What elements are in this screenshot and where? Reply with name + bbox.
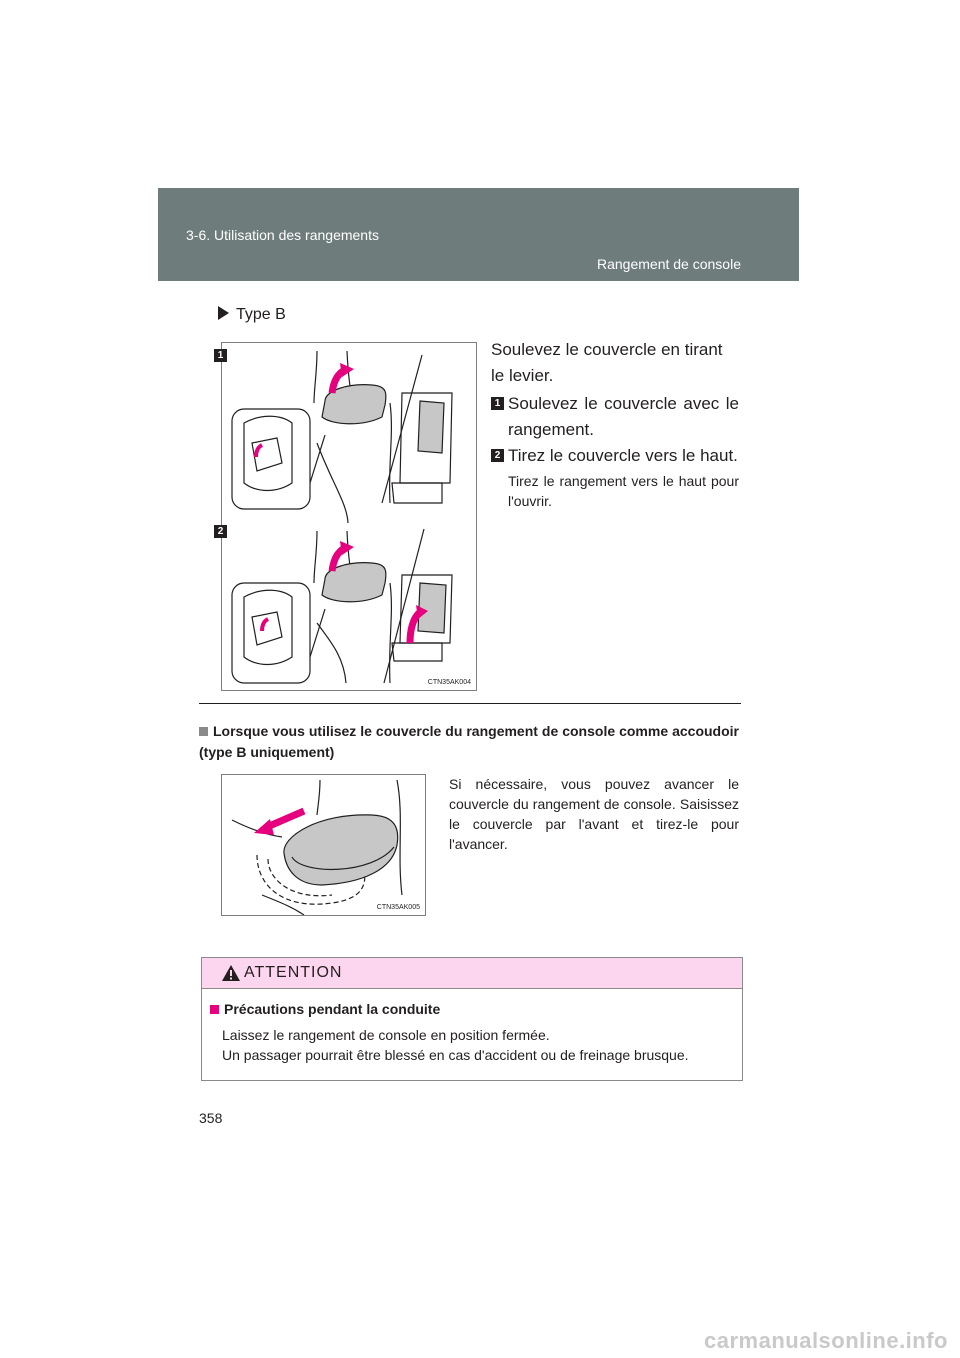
illustration-open-lid [217,342,477,691]
step-badge-1: 1 [491,397,504,410]
armrest-text: Si nécessaire, vous pouvez avancer le couvercle du rangement de console. Saisissez le couvercle par l'avant et tirez-le pour l'avancer. [449,776,739,852]
section-divider [199,703,741,704]
warning-triangle-icon [221,964,241,982]
warning-text [222,1025,742,1065]
warning-title: ATTENTION [244,964,343,981]
step-2-text: Tirez le couvercle vers le haut. [508,446,738,465]
watermark: carmanualsonline.info [704,1328,948,1353]
figure-code-2: CTN35AK005 [376,904,420,911]
subsection-title: Rangement de console [597,256,741,272]
figure-code-1: CTN35AK004 [427,679,471,686]
intro-text: Soulevez le couvercle en tirant le levier. [491,340,723,385]
illustration-armrest [221,774,426,916]
step-badge-2: 2 [491,449,504,462]
armrest-heading-text: Lorsque vous utilisez le couvercle du rangement de console comme accoudoir (type B uniquement) [199,723,739,760]
warning-line-1: Laissez le rangement de console en position fermée. [222,1027,550,1043]
console-diagram [222,343,476,690]
step-2 [491,443,739,469]
warning-box [201,957,743,1081]
square-bullet-icon [210,1005,219,1014]
figure-badge-2: 2 [214,525,227,538]
warning-heading [210,1001,440,1017]
step-1-text: Soulevez le couvercle avec le rangement. [508,394,739,439]
step-1 [491,391,739,443]
figure-badge-1: 1 [214,349,227,362]
warning-header [202,958,742,989]
type-label-text: Type B [236,306,286,323]
forward-arrow [267,811,304,827]
armrest-diagram [222,775,425,915]
type-label [218,306,286,324]
page-header [158,188,799,281]
armrest-heading [199,721,739,763]
warning-heading-text: Précautions pendant la conduite [224,1001,441,1017]
page-number: 358 [199,1110,223,1126]
triangle-right-icon [218,306,229,320]
step-note: Tirez le rangement vers le haut pour l'ouvrir. [508,473,739,509]
square-bullet-icon [199,727,208,736]
section-title: 3-6. Utilisation des rangements [186,227,379,243]
warning-line-2: Un passager pourrait être blessé en cas d'accident ou de freinage brusque. [222,1047,689,1063]
